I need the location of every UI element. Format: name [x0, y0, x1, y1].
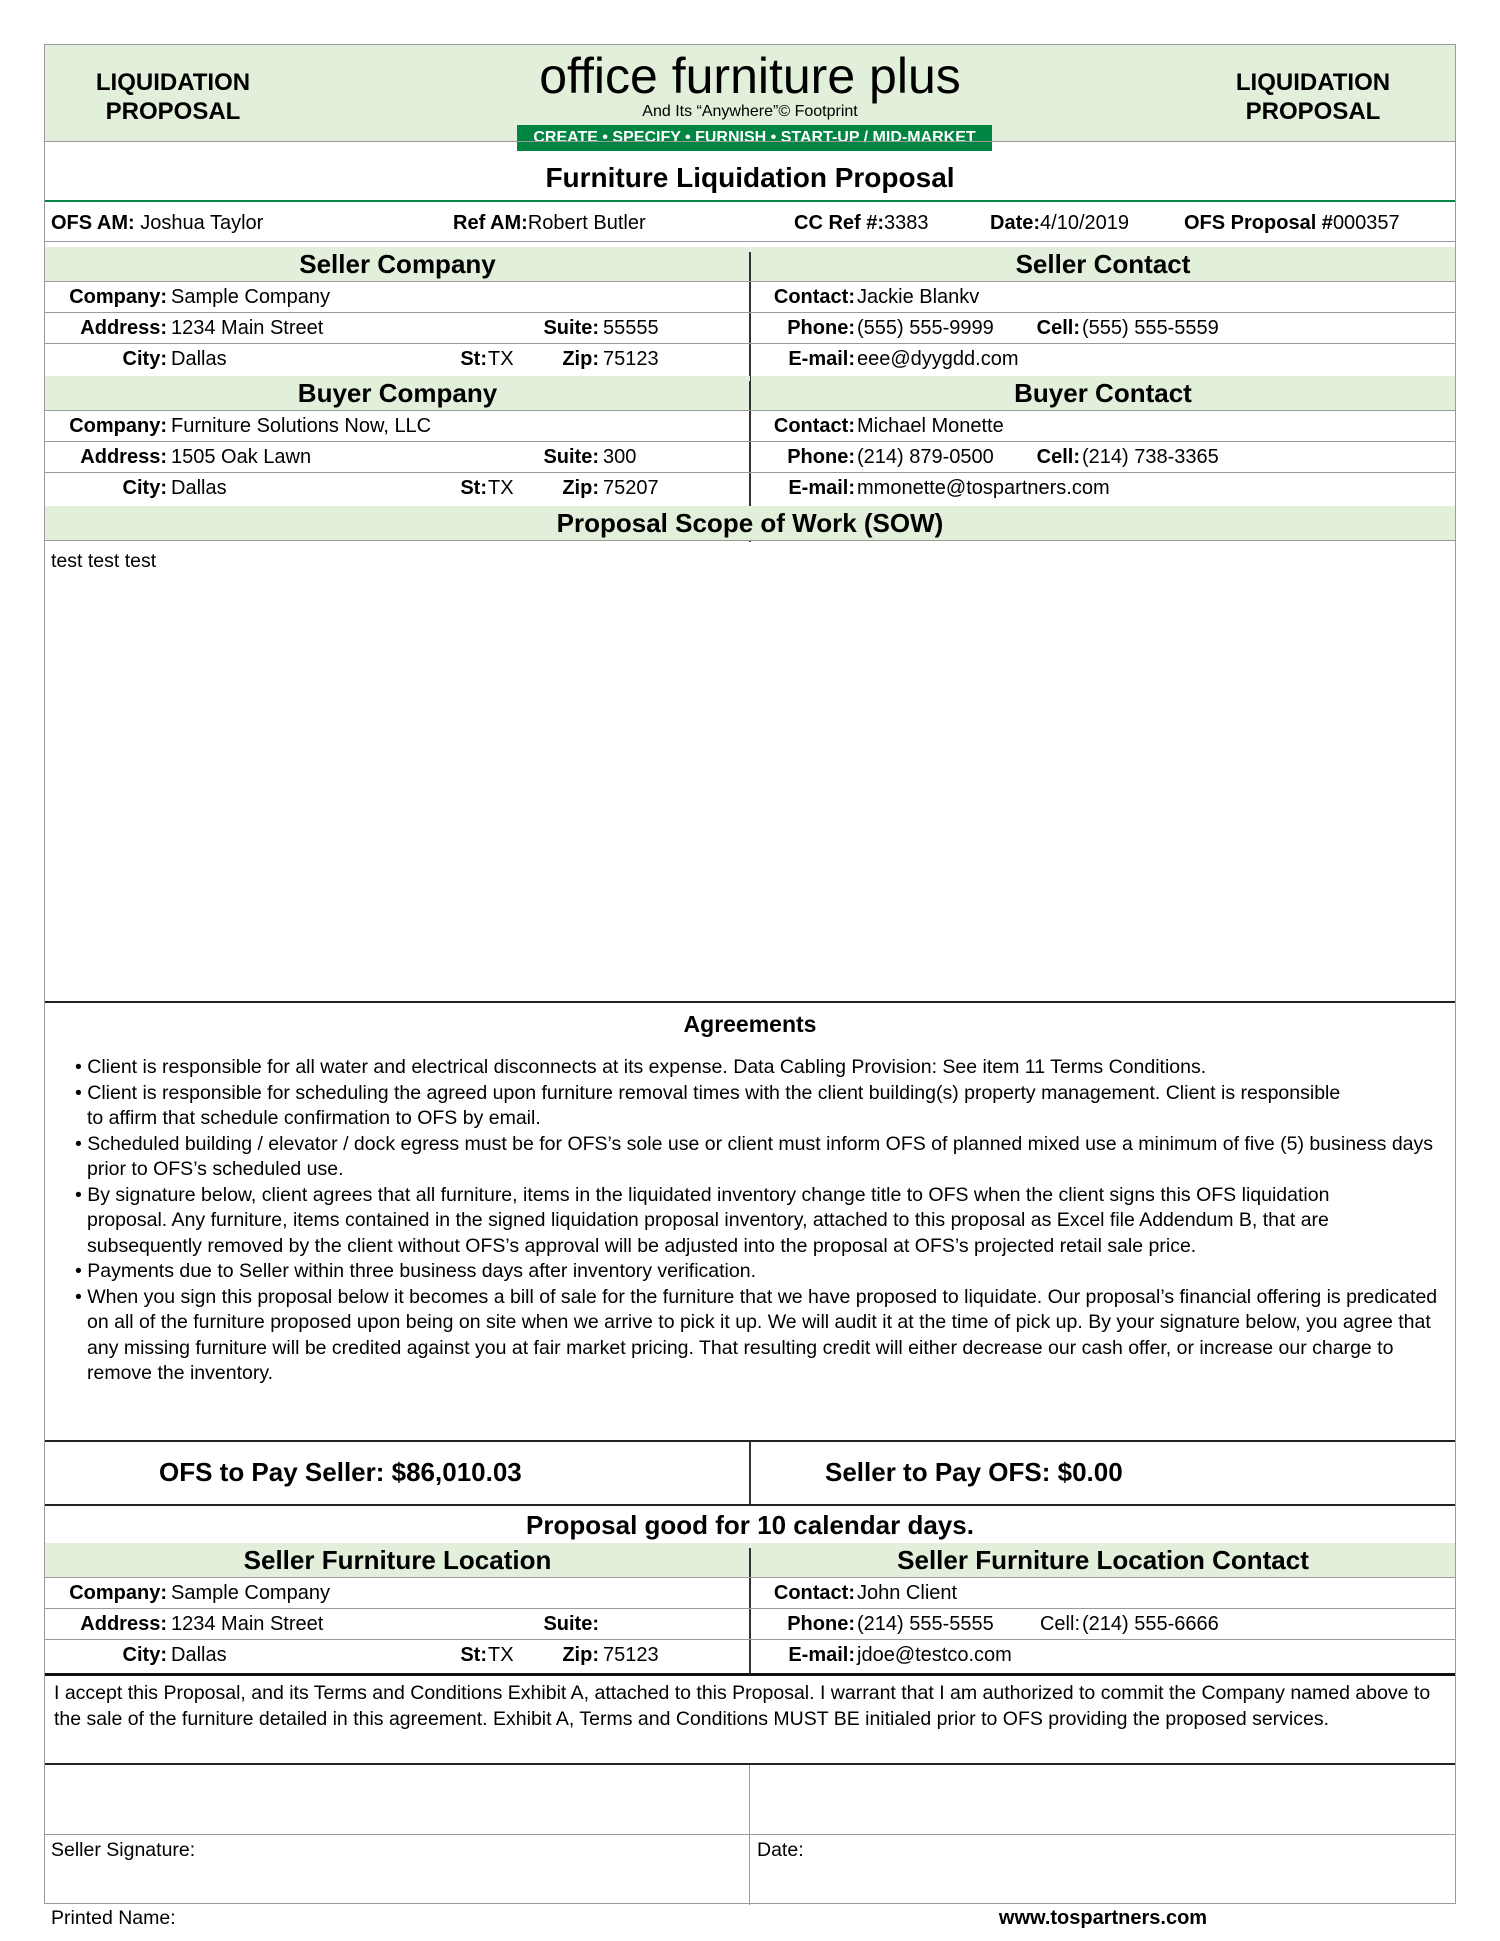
seller-cell-value: (555) 555-5559 [1082, 317, 1219, 339]
location-email-value: jdoe@testco.com [857, 1644, 1012, 1666]
location-address-value: 1234 Main Street [171, 1613, 324, 1635]
seller-to-pay-ofs [825, 1457, 1123, 1488]
divider [45, 1504, 1455, 1506]
seller-phone-value: (555) 555-9999 [857, 317, 994, 339]
location-company-label: Company: [69, 1582, 167, 1604]
ofs-am-value: Joshua Taylor [140, 212, 264, 234]
divider [45, 1001, 1455, 1003]
seller-contact-label: Contact: [773, 286, 855, 308]
liquidation-proposal-document [44, 44, 1456, 1929]
location-contact-heading: Seller Furniture Location Contact [751, 1543, 1455, 1577]
divider [45, 200, 1455, 202]
buyer-suite-label: Suite: [543, 446, 599, 468]
location-phone-label: Phone: [787, 1613, 855, 1635]
printed-name-label: Printed Name: [51, 1907, 176, 1929]
website-link[interactable]: www.tospartners.com [998, 1907, 1208, 1929]
sow-heading: Proposal Scope of Work (SOW) [45, 506, 1455, 540]
divider [45, 1834, 1455, 1835]
seller-address-value: 1234 Main Street [171, 317, 324, 339]
divider [45, 1763, 1455, 1765]
divider [45, 1577, 1455, 1578]
column-divider [749, 1765, 750, 1905]
agreement-item: • When you sign this proposal below it becomes a bill of sale for the furniture that we have proposed to liquidate. Our proposal’s financial offering is predicated on all of the furniture proposed upon being on site when we arrive to pick it up. We will audit it at the time of pick up. By your signature below, you agree that any missing furniture will be credited against you at fair market pricing. That resulting credit will either decrease our cash offer, or increase our charge to remove the inventory. [75, 1285, 1443, 1387]
buyer-address-value: 1505 Oak Lawn [171, 446, 312, 468]
ofs-to-pay-seller [159, 1457, 522, 1488]
seller-zip-label: Zip: [562, 348, 599, 370]
seller-address-label: Address: [80, 317, 167, 339]
seller-contact-heading: Seller Contact [751, 247, 1455, 281]
divider [45, 241, 1455, 242]
divider [45, 441, 1455, 442]
buyer-company-value: Furniture Solutions Now, LLC [171, 415, 432, 437]
signature-date-label: Date: [757, 1839, 804, 1861]
seller-city-value: Dallas [171, 348, 227, 370]
proposal-number-label: OFS Proposal # [1184, 212, 1333, 234]
proposal-number-value: 000357 [1332, 212, 1400, 234]
location-phone-value: (214) 555-5555 [857, 1613, 994, 1635]
seller-company-value: Sample Company [171, 286, 330, 308]
buyer-contact-value: Michael Monette [857, 415, 1004, 437]
seller-st-value: TX [488, 348, 514, 370]
agreement-item: • By signature below, client agrees that all furniture, items in the liquidated inventory change title to OFS when the client signs this OFS liquidation proposal. Any furniture, items contained in the signed liquidation proposal inventory, attached to this proposal as Excel file Addendum B, that are subsequently removed by the client without OFS’s approval will be adjusted into the proposal at OFS’s projected retail sale price. [75, 1183, 1443, 1260]
cc-ref-value: 3383 [884, 212, 929, 234]
header-left-label-line1: LIQUIDATION [95, 69, 251, 96]
header-left-label-line2: PROPOSAL [105, 98, 241, 125]
seller-to-pay-label: Seller to Pay OFS: [825, 1457, 1051, 1487]
buyer-email-value: mmonette@tospartners.com [857, 477, 1110, 499]
divider [45, 281, 1455, 282]
buyer-contact-label: Contact: [773, 415, 855, 437]
buyer-phone-label: Phone: [787, 446, 855, 468]
seller-suite-label: Suite: [543, 317, 599, 339]
seller-suite-value: 55555 [603, 317, 659, 339]
buyer-st-label: St: [460, 477, 487, 499]
agreement-item: • Scheduled building / elevator / dock egress must be for OFS’s sole use or client must inform OFS of planned mixed use a minimum of five (5) business days prior to OFS’s scheduled use. [75, 1132, 1443, 1183]
location-zip-value: 75123 [603, 1644, 659, 1666]
seller-email-value: eee@dyygdd.com [857, 348, 1019, 370]
divider [45, 1608, 1455, 1609]
location-email-label: E-mail: [788, 1644, 855, 1666]
seller-city-label: City: [122, 348, 167, 370]
divider [45, 141, 1455, 142]
ofs-am [51, 211, 263, 235]
header-right-label-line1: LIQUIDATION [1235, 69, 1391, 96]
date-value: 4/10/2019 [1040, 212, 1129, 234]
location-zip-label: Zip: [562, 1644, 599, 1666]
buyer-contact-heading: Buyer Contact [751, 376, 1455, 410]
divider [45, 1639, 1455, 1640]
location-cell-value: (214) 555-6666 [1082, 1613, 1219, 1635]
buyer-address-label: Address: [80, 446, 167, 468]
cc-ref-label: CC Ref #: [794, 212, 885, 234]
brand-logo-tagline: And Its “Anywhere”© Footprint [642, 103, 858, 120]
header-right-label-line2: PROPOSAL [1245, 98, 1381, 125]
brand-logo-strip: CREATE • SPECIFY • FURNISH • START-UP / MID-MARKET [517, 125, 992, 151]
seller-email-label: E-mail: [788, 348, 855, 370]
buyer-zip-label: Zip: [562, 477, 599, 499]
location-company-heading: Seller Furniture Location [45, 1543, 750, 1577]
seller-st-label: St: [460, 348, 487, 370]
proposal-date [990, 211, 1129, 235]
location-contact-label: Contact: [773, 1582, 855, 1604]
ref-am-label: Ref AM: [453, 212, 528, 234]
buyer-cell-label: Cell: [1036, 446, 1080, 468]
buyer-email-label: E-mail: [788, 477, 855, 499]
agreements-heading: Agreements [683, 1011, 817, 1037]
buyer-company-heading: Buyer Company [45, 376, 750, 410]
seller-phone-label: Phone: [787, 317, 855, 339]
seller-to-pay-value: $0.00 [1057, 1457, 1123, 1487]
agreements-list [63, 1055, 1443, 1387]
agreement-item: • Client is responsible for scheduling the agreed upon furniture removal times with the client building(s) property management. Client is responsible to affirm that schedule confirmation to OFS by email. [75, 1081, 1443, 1132]
ofs-to-pay-label: OFS to Pay Seller: [159, 1457, 385, 1487]
agreement-item: • Payments due to Seller within three business days after inventory verification. [75, 1259, 1443, 1285]
document-title: Furniture Liquidation Proposal [545, 162, 955, 193]
brand-logo-name: office furniture plus [539, 48, 961, 104]
date-label: Date: [990, 212, 1041, 234]
proposal-validity: Proposal good for 10 calendar days. [526, 1510, 974, 1540]
divider [45, 472, 1455, 473]
location-contact-value: John Client [857, 1582, 958, 1604]
cc-ref [794, 211, 929, 235]
location-st-value: TX [488, 1644, 514, 1666]
divider [45, 540, 1455, 541]
seller-signature-label: Seller Signature: [51, 1839, 196, 1861]
seller-company-label: Company: [69, 286, 167, 308]
ofs-to-pay-value: $86,010.03 [391, 1457, 522, 1487]
seller-cell-label: Cell: [1036, 317, 1080, 339]
divider [45, 312, 1455, 313]
location-company-value: Sample Company [171, 1582, 330, 1604]
agreement-item: • Client is responsible for all water and electrical disconnects at its expense. Data Cabling Provision: See item 11 Terms Conditions. [75, 1055, 1443, 1081]
seller-company-heading: Seller Company [45, 247, 750, 281]
seller-contact-value: Jackie Blankv [857, 286, 980, 308]
ref-am [453, 211, 646, 235]
buyer-zip-value: 75207 [603, 477, 659, 499]
buyer-suite-value: 300 [603, 446, 637, 468]
ref-am-value: Robert Butler [527, 212, 646, 234]
location-st-label: St: [460, 1644, 487, 1666]
buyer-company-label: Company: [69, 415, 167, 437]
acceptance-text: I accept this Proposal, and its Terms and Conditions Exhibit A, attached to this Proposal. I warrant that I am authorized to commit the Company named above to the sale of the furniture detailed in this agreement. Exhibit A, Terms and Conditions MUST BE initialed prior to OFS providing the proposed services. [54, 1682, 1431, 1730]
divider [45, 1673, 1455, 1676]
location-city-value: Dallas [171, 1644, 227, 1666]
column-divider [749, 1441, 751, 1504]
buyer-city-label: City: [122, 477, 167, 499]
seller-zip-value: 75123 [603, 348, 659, 370]
proposal-number [1184, 211, 1400, 235]
buyer-phone-value: (214) 879-0500 [857, 446, 994, 468]
buyer-cell-value: (214) 738-3365 [1082, 446, 1219, 468]
divider [45, 410, 1455, 411]
location-cell-label: Cell: [1039, 1613, 1080, 1635]
location-suite-label: Suite: [543, 1613, 599, 1635]
buyer-st-value: TX [488, 477, 514, 499]
ofs-am-label: OFS AM: [51, 212, 135, 234]
location-address-label: Address: [80, 1613, 167, 1635]
divider [45, 343, 1455, 344]
buyer-city-value: Dallas [171, 477, 227, 499]
sow-text: test test test [51, 550, 157, 572]
location-city-label: City: [122, 1644, 167, 1666]
